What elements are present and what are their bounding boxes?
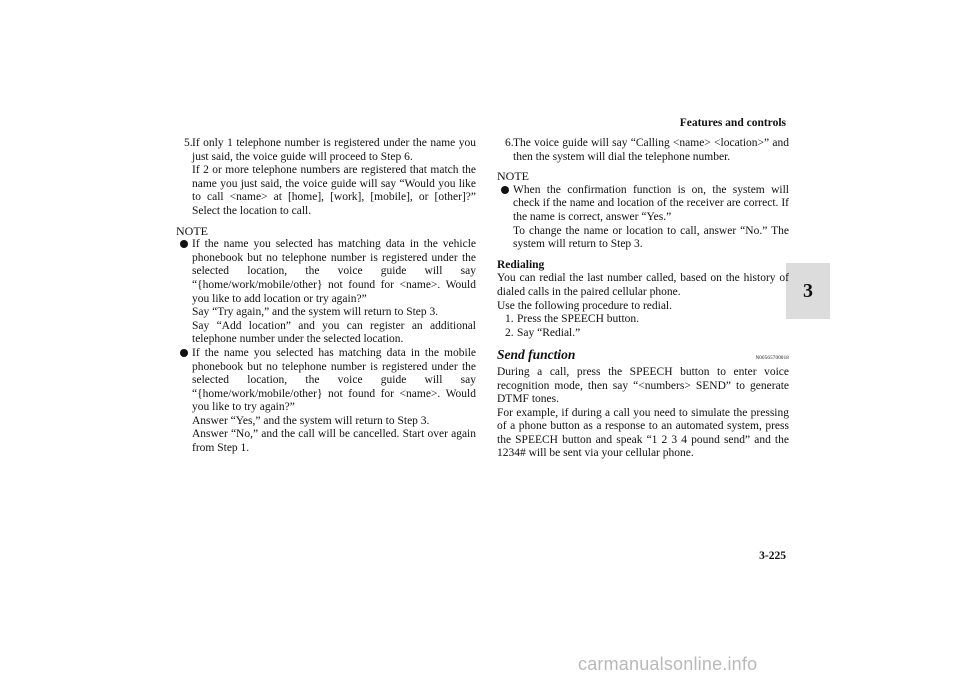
redialing-heading: Redialing xyxy=(497,258,545,271)
step-text: The voice guide will say “Calling <name> <location>” and then the system will dial the telephone number. xyxy=(513,137,789,163)
paragraph: You can redial the last number called, based on the history of dialed calls in the paired cellular phone. xyxy=(497,272,789,298)
step-text: If 2 or more telephone numbers are registered that match the name you just said, the voice guide will say “Would you like to call <name> at [home], [work], [mobile], or [other]?” Select the location to call. xyxy=(192,164,476,217)
watermark: carmanualsonline.info xyxy=(578,654,758,674)
step-number: 5. xyxy=(184,137,193,149)
note-text: If the name you selected has matching data in the vehicle phonebook but no telephone number is registered under the selected location, the voice guide will say “{home/work/mobile/other} not found for <name>. Would you like to add location or try again?” xyxy=(192,238,476,305)
page-number: 3-225 xyxy=(759,550,786,562)
note-text: To change the name or location to call, answer “No.” The system will return to Step 3. xyxy=(513,224,789,251)
paragraph: During a call, press the SPEECH button to enter voice recognition mode, then say “<numbers> SEND” to generate DTMF tones. xyxy=(497,365,789,406)
paragraph: For example, if during a call you need to simulate the pressing of a phone button as a response to an automated system, press the SPEECH button and speak “1 2 3 4 pound send” and the 1234# will be sent via your cellular phone. xyxy=(497,406,789,460)
bullet-icon xyxy=(180,240,188,248)
note-item xyxy=(176,238,476,347)
redial-step-1 xyxy=(497,313,789,327)
send-function-heading xyxy=(497,348,789,366)
note-item xyxy=(497,184,789,252)
redial-step-2 xyxy=(497,327,789,341)
bullet-icon xyxy=(501,186,509,194)
step-5 xyxy=(176,137,476,219)
note-label: NOTE xyxy=(176,223,208,238)
note-text: Answer “No,” and the call will be cancelled. Start over again from Step 1. xyxy=(192,428,476,455)
running-header: Features and controls xyxy=(679,117,786,129)
note-text: If the name you selected has matching data in the mobile phonebook but no telephone number is registered under the selected location, the voice guide will say “{home/work/mobile/other} not found for <name>. Would you like to try again?” xyxy=(192,346,476,414)
step-text: Say “Redial.” xyxy=(517,326,581,339)
step-number: 1. xyxy=(505,313,514,326)
section-title: Send function xyxy=(497,347,576,363)
left-column xyxy=(176,137,476,456)
note-item xyxy=(176,347,476,456)
right-column xyxy=(497,137,789,461)
step-number: 2. xyxy=(505,326,514,339)
note-text: Answer “Yes,” and the system will return to Step 3. xyxy=(192,414,430,427)
bullet-icon xyxy=(180,349,188,357)
step-text: Press the SPEECH button. xyxy=(517,313,640,326)
paragraph: Use the following procedure to redial. xyxy=(497,299,672,312)
step-6 xyxy=(497,137,789,164)
note-text: Say “Add location” and you can register an additional telephone number under the selected location. xyxy=(192,319,476,346)
note-text: Say “Try again,” and the system will return to Step 3. xyxy=(192,306,439,319)
note-label: NOTE xyxy=(497,169,529,184)
section-code: N00565700018 xyxy=(755,356,789,362)
note-text: When the confirmation function is on, the system will check if the name and location of the receiver are correct. If the name is correct, answer “Yes.” xyxy=(513,183,789,223)
step-text: If only 1 telephone number is registered under the name you just said, the voice guide will proceed to Step 6. xyxy=(192,137,476,163)
step-number: 6. xyxy=(505,137,514,149)
chapter-tab: 3 xyxy=(786,263,830,319)
